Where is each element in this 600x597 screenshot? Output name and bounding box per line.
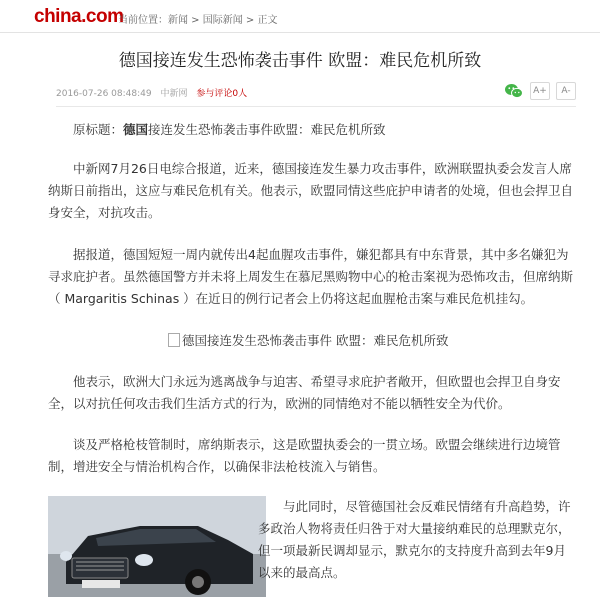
paragraph-3: 他表示，欧洲大门永远为逃离战争与迫害、希望寻求庇护者敞开，但欧盟也会捍卫自身安全，以对抗任何攻击我们生活方式的行为，欧洲的同情绝对不能以牺牲安全为代价。 [48,374,561,411]
original-title: 原标题：德国接连发生恐怖袭击事件欧盟：难民危机所致 [73,122,386,137]
article-title: 德国接连发生恐怖袭击事件 欧盟：难民危机所致 [118,51,482,71]
paragraph-5: 与此同时，尽管德国社会反难民情绪有升高趋势，许多政治人物将责任归咎于对大量接纳难民的总理默克尔，但一项最新民调却显示，默克尔的支持度升高到去年9月以来的最高点。 [258,499,571,580]
image-alt-text: 德国接连发生恐怖袭击事件 欧盟：难民危机所致 [182,333,449,348]
header-divider [56,106,576,107]
breadcrumb[interactable]: 当前位置：新闻 > 国际新闻 > 正文 [118,15,278,26]
font-larger-button[interactable]: A+ [530,82,550,100]
publish-date: 2016-07-26 08:48:49 [56,89,152,99]
article-meta [56,86,247,99]
broken-image [168,331,448,349]
site-logo[interactable]: china.com [34,6,124,27]
comment-link[interactable]: 参与评论0人 [196,89,248,99]
article-source[interactable]: 中新网 [160,89,188,99]
top-bar [0,0,600,33]
broken-image-icon [168,333,180,347]
car-photo [48,496,266,597]
paragraph-2: 据报道，德国短短一周内就传出4起血腥攻击事件，嫌犯都具有中东背景，其中多名嫌犯为寻求庇护者。虽然德国警方并未将上周发生在慕尼黑购物中心的枪击案视为恐怖攻击，但席纳斯（ Margaritis Schinas ）在近日的例行记者会上仍将这起血腥枪击案与难民危机挂勾。 [48,247,574,306]
article-tools [504,80,576,102]
wechat-share-icon[interactable] [504,83,524,99]
paragraph-1: 中新网7月26日电综合报道，近来，德国接连发生暴力攻击事件，欧洲联盟执委会发言人席纳斯日前指出，这应与难民危机有关。他表示，欧盟同情这些庇护申请者的处境，但也会捍卫自身安全，对抗攻击。 [48,161,574,220]
paragraph-4: 谈及严格枪枝管制时，席纳斯表示，这是欧盟执委会的一贯立场。欧盟会继续进行边境管制，增进安全与情治机构合作，以确保非法枪枝流入与销售。 [48,437,561,474]
font-smaller-button[interactable]: A- [556,82,576,100]
